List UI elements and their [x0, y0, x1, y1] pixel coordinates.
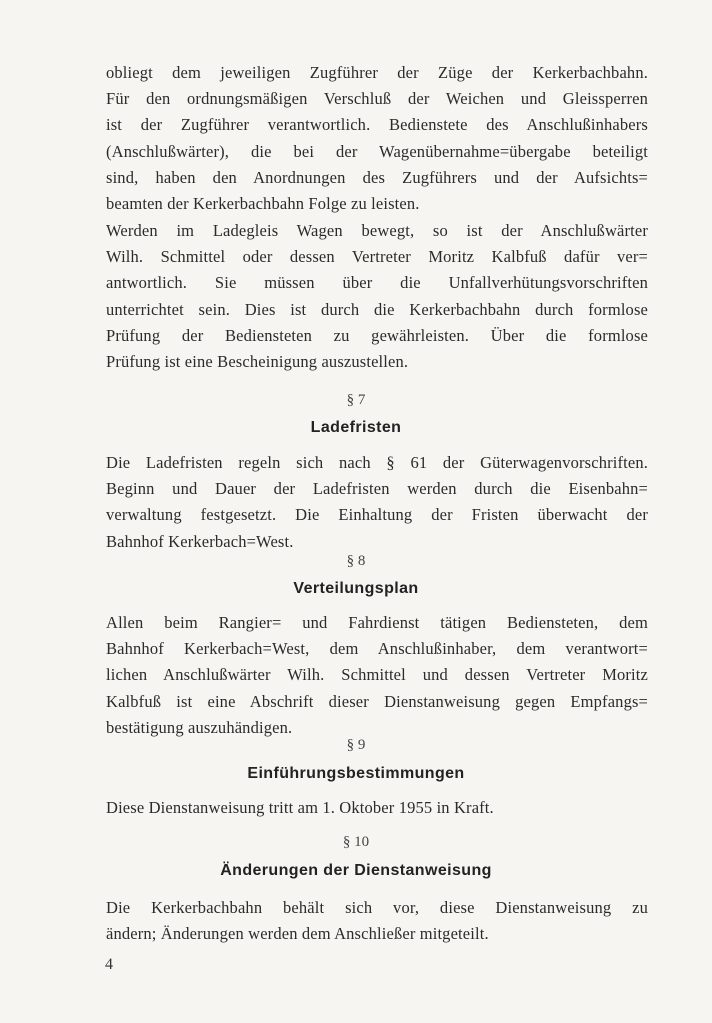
paragraph-loading-track: [106, 218, 648, 375]
section-heading-ladefristen: Ladefristen: [310, 419, 402, 436]
paragraph-effective-date: [106, 795, 648, 821]
text-line: Allen beim Rangier= und Fahrdienst tätigen Bediensteten, dem: [106, 613, 648, 632]
section-number-10: § 10: [342, 834, 370, 850]
text-line: Prüfung ist eine Bescheinigung auszustellen.: [106, 352, 409, 372]
section-number-7: § 7: [346, 392, 366, 408]
text-line: Kalbfuß ist eine Abschrift dieser Dienstanweisung gegen Empfangs=: [106, 691, 648, 711]
section-heading-aenderungen: Änderungen der Dienstanweisung: [220, 862, 492, 879]
text-line: Die Ladefristen regeln sich nach § 61 der Güterwagenvorschriften.: [106, 453, 648, 472]
text-line: beamten der Kerkerbachbahn Folge zu leisten.: [106, 194, 420, 214]
text-line: Diese Dienstanweisung tritt am 1. Oktober 1955 in Kraft.: [106, 798, 494, 817]
text-line: Werden im Ladegleis Wagen bewegt, so ist der Anschlußwärter: [106, 221, 648, 240]
text-line: Die Kerkerbachbahn behält sich vor, diese Dienstanweisung zu: [106, 898, 648, 917]
text-line: ändern; Änderungen werden dem Anschließer mitgeteilt.: [106, 924, 489, 944]
paragraph-changes: [106, 895, 648, 947]
paragraph-distribution: [106, 610, 648, 741]
text-line: (Anschlußwärter), die bei der Wagenübernahme=übergabe beteiligt: [106, 141, 648, 161]
text-line: bestätigung auszuhändigen.: [106, 717, 293, 737]
section-heading-einfuehrung: Einführungsbestimmungen: [247, 765, 465, 782]
page-number: 4: [105, 956, 113, 973]
text-line: unterrichtet sein. Dies ist durch die Kerkerbachbahn durch formlose: [106, 299, 648, 319]
section-number-8: § 8: [346, 553, 366, 569]
text-line: Wilh. Schmittel oder dessen Vertreter Moritz Kalbfuß dafür ver=: [106, 247, 648, 267]
text-line: ist der Zugführer verantwortlich. Bedienstete des Anschlußinhabers: [106, 115, 648, 135]
text-line: Für den ordnungsmäßigen Verschluß der Weichen und Gleissperren: [106, 89, 648, 109]
text-line: verwaltung festgesetzt. Die Einhaltung der Fristen überwacht der: [106, 505, 648, 525]
paragraph-loading-periods: [106, 450, 648, 555]
text-line: lichen Anschlußwärter Wilh. Schmittel und dessen Vertreter Moritz: [106, 665, 648, 685]
text-line: Beginn und Dauer der Ladefristen werden durch die Eisenbahn=: [106, 479, 648, 499]
section-number-9: § 9: [346, 737, 366, 753]
text-line: Bahnhof Kerkerbach=West, dem Anschlußinhaber, dem verantwort=: [106, 639, 648, 659]
text-line: Prüfung der Bediensteten zu gewährleisten. Über die formlose: [106, 325, 648, 345]
text-line: Bahnhof Kerkerbach=West.: [106, 531, 294, 551]
section-heading-verteilungsplan: Verteilungsplan: [293, 580, 419, 597]
text-line: obliegt dem jeweiligen Zugführer der Züge der Kerkerbachbahn.: [106, 63, 648, 82]
text-line: antwortlich. Sie müssen über die Unfallverhütungsvorschriften: [106, 273, 648, 293]
text-line: sind, haben den Anordnungen des Zugführers und der Aufsichts=: [106, 167, 648, 187]
paragraph-train-leader: [106, 60, 648, 217]
